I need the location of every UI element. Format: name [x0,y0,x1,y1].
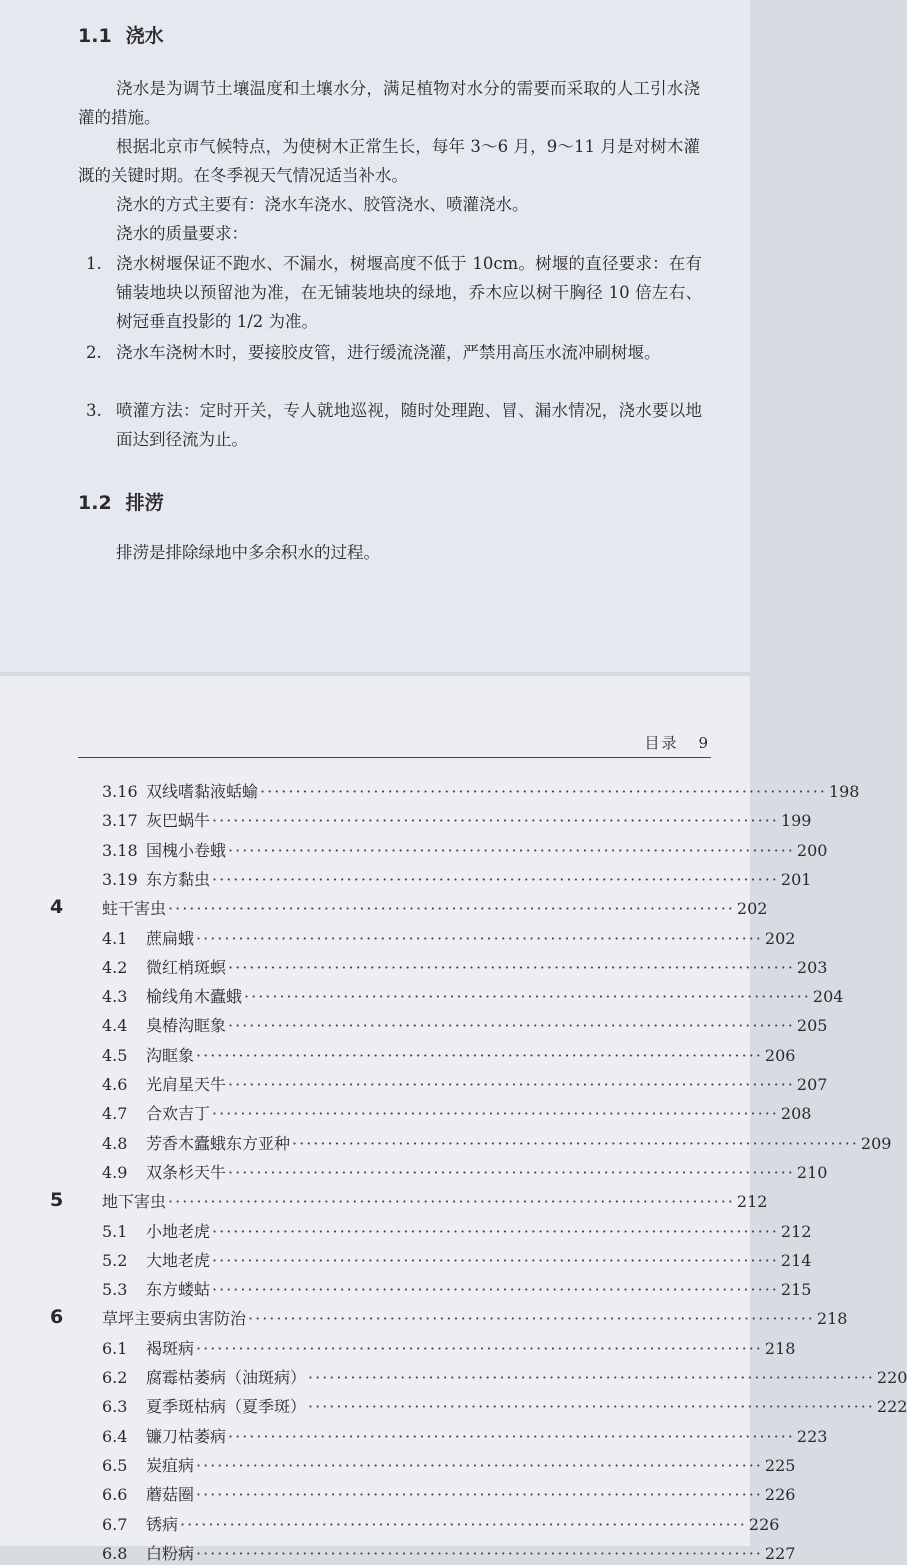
toc-page-number: 227 [764,1544,796,1563]
toc-page-number: 204 [812,987,844,1006]
toc-title: 国槐小卷蛾 [146,841,227,860]
list-text: 浇水树堰保证不跑水、不漏水，树堰高度不低于 10cm。树堰的直径要求：在有铺装地块以预留池为准，在无铺装地块的绿地，乔木应以树干胸径 10 倍左右、树冠垂直投影的 1/2 为准。 [116,254,702,331]
toc-leader-dots: ················································································ [196,1544,763,1563]
section-heading-watering [78,21,164,48]
toc-number: 4.9 [102,1163,128,1182]
toc-title: 蔗扁蛾 [146,929,195,948]
toc-row [102,1512,780,1536]
toc-number: 4 [50,896,64,918]
list-text: 喷灌方法：定时开关，专人就地巡视，随时处理跑、冒、漏水情况，浇水要以地面达到径流为止。 [116,401,702,449]
toc-number: 3.16 [102,782,138,801]
toc-number: 4.3 [102,987,128,1006]
header-title: 目录 [644,734,679,752]
toc-chapter-row [50,1189,768,1213]
toc-title: 合欢吉丁 [146,1104,211,1123]
toc-row [102,1453,796,1477]
toc-leader-dots: ················································································ [168,1192,735,1211]
toc-leader-dots: ················································································ [228,1427,795,1446]
toc-title: 草坪主要病虫害防治 [102,1309,247,1328]
toc-title: 大地老虎 [146,1251,211,1270]
toc-page-number: 226 [748,1515,780,1534]
list-item [86,396,702,454]
toc-page-number: 218 [764,1339,796,1358]
toc-page-number: 208 [780,1104,812,1123]
toc-leader-dots: ················································································ [228,1016,795,1035]
toc-row [102,867,812,891]
toc-title: 东方黏虫 [146,870,211,889]
toc-row [102,779,860,803]
toc-leader-dots: ················································································ [228,1163,795,1182]
toc-row [102,926,796,950]
section-title: 浇水 [125,25,164,47]
toc-title: 臭椿沟眶象 [146,1016,227,1035]
toc-number: 4.5 [102,1046,128,1065]
toc-title: 蛀干害虫 [102,899,167,918]
toc-page-number: 220 [876,1368,907,1387]
toc-leader-dots: ················································································ [248,1309,815,1328]
toc-leader-dots: ················································································ [212,1280,779,1299]
toc-page-number: 212 [736,1192,768,1211]
header-page-number: 9 [698,734,710,752]
toc-page-number: 210 [796,1163,828,1182]
toc-row [102,1101,812,1125]
toc-page-number: 207 [796,1075,828,1094]
toc-leader-dots: ················································································ [212,1222,779,1241]
toc-title: 微红梢斑螟 [146,958,227,977]
toc-title: 锈病 [146,1515,179,1534]
toc-title: 光肩星天牛 [146,1075,227,1094]
paragraph-timing: 根据北京市气候特点，为使树木正常生长，每年 3～6 月，9～11 月是对树木灌溉的关键时期。在冬季视天气情况适当补水。 [78,137,700,185]
toc-number: 6 [50,1306,64,1328]
toc-number: 4.8 [102,1134,128,1153]
toc-number: 4.6 [102,1075,128,1094]
toc-number: 6.2 [102,1368,128,1387]
toc-chapter-row [50,1306,848,1330]
toc-title: 腐霉枯萎病（油斑病） [146,1368,307,1387]
toc-page-number: 226 [764,1485,796,1504]
toc-title: 灰巴蜗牛 [146,811,211,830]
list-number: 2. [86,343,102,362]
toc-number: 4.4 [102,1016,128,1035]
toc-number: 4.7 [102,1104,128,1123]
toc-leader-dots: ················································································ [196,1046,763,1065]
toc-number: 3.18 [102,841,138,860]
toc-leader-dots: ················································································ [212,1251,779,1270]
toc-row [102,1541,796,1565]
toc-title: 双线嗜黏液蛞蝓 [146,782,259,801]
list-item [86,249,702,336]
toc-number: 3.17 [102,811,138,830]
toc-title: 榆线角木蠹蛾 [146,987,243,1006]
toc-page-number: 203 [796,958,828,977]
toc-number: 6.6 [102,1485,128,1504]
toc-title: 褐斑病 [146,1339,195,1358]
running-header [644,732,710,753]
toc-page-number: 202 [736,899,768,918]
toc-row [102,1482,796,1506]
toc-leader-dots: ················································································ [196,1456,763,1475]
toc-title: 芳香木蠹蛾东方亚种 [146,1134,291,1153]
toc-number: 6.4 [102,1427,128,1446]
toc-number: 5.3 [102,1280,128,1299]
toc-number: 4.1 [102,929,128,948]
toc-row [102,1219,812,1243]
toc-leader-dots: ················································································ [228,1075,795,1094]
toc-page-number: 222 [876,1397,907,1416]
toc-title: 白粉病 [146,1544,195,1563]
toc-page-number: 215 [780,1280,812,1299]
book-page-care [0,0,750,672]
toc-row [102,1160,828,1184]
toc-leader-dots: ················································································ [212,1104,779,1123]
toc-leader-dots: ················································································ [228,841,795,860]
toc-leader-dots: ················································································ [292,1134,859,1153]
header-rule [78,757,711,758]
toc-page-number: 199 [780,811,812,830]
toc-page-number: 209 [860,1134,892,1153]
toc-page-number: 212 [780,1222,812,1241]
toc-row [102,838,828,862]
toc-row [102,1336,796,1360]
toc-leader-dots: ················································································ [168,899,735,918]
toc-row [102,1043,796,1067]
toc-number: 6.5 [102,1456,128,1475]
toc-leader-dots: ················································································ [212,811,779,830]
paragraph-quality-intro: 浇水的质量要求： [116,224,248,243]
toc-row [102,984,844,1008]
toc-leader-dots: ················································································ [180,1515,747,1534]
toc-row [102,1072,828,1096]
paragraph-definition: 浇水是为调节土壤温度和土壤水分，满足植物对水分的需要而采取的人工引水浇灌的措施。 [78,79,700,127]
toc-row [102,1394,907,1418]
toc-leader-dots: ················································································ [228,958,795,977]
toc-page-number: 198 [828,782,860,801]
section-number: 1.1 [78,25,112,47]
section-number: 1.2 [78,492,112,514]
toc-page-number: 201 [780,870,812,889]
toc-number: 4.2 [102,958,128,977]
toc-number: 6.3 [102,1397,128,1416]
list-number: 1. [86,254,102,273]
section-title: 排涝 [125,492,164,514]
toc-number: 5.2 [102,1251,128,1270]
list-number: 3. [86,401,102,420]
toc-number: 5 [50,1189,64,1211]
list-item [86,338,702,367]
toc-row [102,1013,828,1037]
toc-row [102,808,812,832]
toc-leader-dots: ················································································ [244,987,811,1006]
toc-number: 6.7 [102,1515,128,1534]
toc-title: 炭疽病 [146,1456,195,1475]
toc-leader-dots: ················································································ [212,870,779,889]
toc-page-number: 205 [796,1016,828,1035]
toc-leader-dots: ················································································ [308,1368,875,1387]
toc-number: 5.1 [102,1222,128,1241]
section-heading-drainage [78,488,164,515]
toc-page-number: 225 [764,1456,796,1475]
paragraph-methods: 浇水的方式主要有：浇水车浇水、胶管浇水、喷灌浇水。 [116,195,529,214]
toc-title: 蘑菇圈 [146,1485,195,1504]
toc-title: 双条杉天牛 [146,1163,227,1182]
toc-leader-dots: ················································································ [196,1485,763,1504]
toc-title: 地下害虫 [102,1192,167,1211]
toc-title: 镰刀枯萎病 [146,1427,227,1446]
toc-number: 6.8 [102,1544,128,1563]
toc-chapter-row [50,896,768,920]
toc-page-number: 200 [796,841,828,860]
toc-leader-dots: ················································································ [260,782,827,801]
toc-title: 东方蝼蛄 [146,1280,211,1299]
toc-title: 小地老虎 [146,1222,211,1241]
toc-number: 6.1 [102,1339,128,1358]
toc-row [102,1424,828,1448]
toc-number: 3.19 [102,870,138,889]
toc-row [102,1277,812,1301]
toc-title: 沟眶象 [146,1046,195,1065]
toc-row [102,1131,892,1155]
toc-row [102,955,828,979]
list-text: 浇水车浇树木时，要接胶皮管，进行缓流浇灌，严禁用高压水流冲刷树堰。 [116,343,661,362]
book-page-toc [0,676,907,1563]
toc-page-number: 206 [764,1046,796,1065]
toc-page-number: 214 [780,1251,812,1270]
toc-page-number: 218 [816,1309,848,1328]
toc-leader-dots: ················································································ [308,1397,875,1416]
toc-page-number: 202 [764,929,796,948]
paragraph-drainage: 排涝是排除绿地中多余积水的过程。 [116,543,380,562]
toc-row [102,1248,812,1272]
toc-page-number: 223 [796,1427,828,1446]
toc-title: 夏季斑枯病（夏季斑） [146,1397,307,1416]
toc-leader-dots: ················································································ [196,929,763,948]
toc-leader-dots: ················································································ [196,1339,763,1358]
toc-row [102,1365,907,1389]
